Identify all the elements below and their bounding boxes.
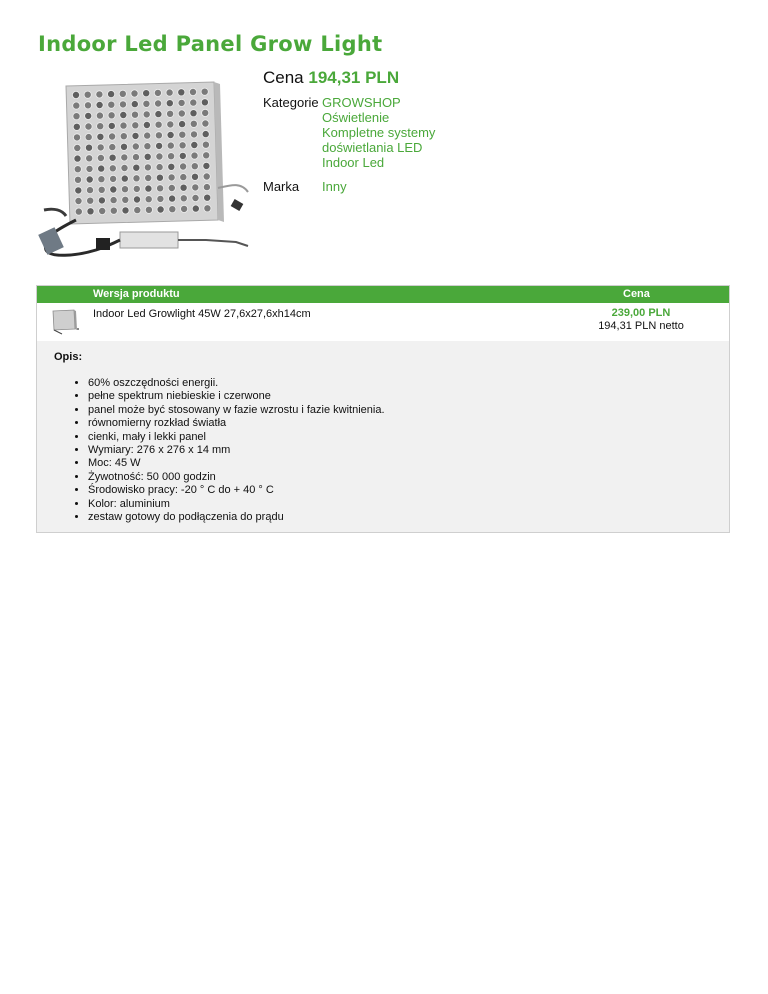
description-list xyxy=(54,377,729,524)
product-thumbnail-icon xyxy=(50,308,80,335)
led-dot xyxy=(178,99,185,106)
led-dot xyxy=(73,134,80,141)
led-dot xyxy=(72,91,79,98)
led-dot xyxy=(98,197,105,204)
led-dot xyxy=(119,90,126,97)
variant-price-gross: 239,00 PLN xyxy=(611,307,671,319)
led-dot xyxy=(144,153,151,160)
led-dot xyxy=(168,174,175,181)
led-dot xyxy=(134,207,141,214)
led-dot xyxy=(75,187,82,194)
led-dot xyxy=(156,142,163,149)
led-dot xyxy=(190,110,197,117)
led-dot xyxy=(145,174,152,181)
led-dot xyxy=(201,88,208,95)
led-dot xyxy=(178,89,185,96)
led-dot xyxy=(203,162,210,169)
led-dot xyxy=(191,173,198,180)
led-dot xyxy=(179,142,186,149)
variant-price-net: 194,31 PLN netto xyxy=(598,320,684,332)
led-dot xyxy=(189,88,196,95)
led-dot xyxy=(74,155,81,162)
led-dot xyxy=(156,174,163,181)
led-dot xyxy=(97,154,104,161)
led-dot xyxy=(156,153,163,160)
led-dot xyxy=(203,184,210,191)
list-item: • równomierny rozkład światła xyxy=(88,417,729,430)
list-item: • Środowisko pracy: -20 ° C do + 40 ° C xyxy=(88,484,729,497)
led-dot xyxy=(96,112,103,119)
led-dot xyxy=(122,207,129,214)
list-item: • Żywotność: 50 000 godzin xyxy=(88,471,729,484)
led-dot xyxy=(98,176,105,183)
led-dot xyxy=(87,208,94,215)
led-dot xyxy=(144,143,151,150)
led-dot xyxy=(166,100,173,107)
led-dot xyxy=(145,185,152,192)
led-dot xyxy=(97,133,104,140)
led-dot xyxy=(190,99,197,106)
led-dot xyxy=(202,141,209,148)
led-dot xyxy=(178,110,185,117)
led-dot xyxy=(97,123,104,130)
led-dot xyxy=(109,154,116,161)
led-dot xyxy=(98,165,105,172)
led-dot xyxy=(202,131,209,138)
variants-header xyxy=(37,286,729,303)
led-dot xyxy=(86,155,93,162)
led-dot xyxy=(98,186,105,193)
led-dot xyxy=(143,121,150,128)
led-dot xyxy=(110,186,117,193)
led-dot xyxy=(109,133,116,140)
led-dot xyxy=(73,123,80,130)
led-dot xyxy=(121,164,128,171)
category-link-growshop[interactable]: GROWSHOP xyxy=(322,95,401,110)
led-dot xyxy=(108,91,115,98)
led-dot xyxy=(85,144,92,151)
led-dot xyxy=(119,101,126,108)
led-dot xyxy=(179,121,186,128)
led-dot xyxy=(143,100,150,107)
led-dot xyxy=(133,164,140,171)
led-dot xyxy=(85,112,92,119)
brand-row xyxy=(263,179,435,194)
led-dot xyxy=(144,164,151,171)
led-dot xyxy=(73,102,80,109)
led-dot xyxy=(133,196,140,203)
variants-panel xyxy=(36,285,730,533)
description xyxy=(37,341,729,524)
led-dot xyxy=(133,185,140,192)
led-dot xyxy=(191,141,198,148)
led-dot xyxy=(75,197,82,204)
led-dot xyxy=(155,121,162,128)
category-links xyxy=(322,95,435,170)
led-dot xyxy=(73,113,80,120)
led-dot xyxy=(145,196,152,203)
price-line xyxy=(263,70,435,85)
category-label: Kategorie xyxy=(263,95,319,110)
led-dot xyxy=(166,89,173,96)
led-dot xyxy=(121,186,128,193)
led-dot xyxy=(204,205,211,212)
led-dot xyxy=(131,90,138,97)
led-dot xyxy=(132,122,139,129)
led-dot xyxy=(120,143,127,150)
led-dot xyxy=(109,144,116,151)
led-dot xyxy=(181,205,188,212)
led-dot xyxy=(85,123,92,130)
led-dot xyxy=(190,120,197,127)
led-dot xyxy=(74,176,81,183)
led-dot xyxy=(120,122,127,129)
led-dot xyxy=(110,207,117,214)
led-dot xyxy=(157,206,164,213)
led-dot xyxy=(108,122,115,129)
led-dot xyxy=(133,175,140,182)
led-dot xyxy=(110,175,117,182)
led-dot xyxy=(168,153,175,160)
led-dot xyxy=(108,101,115,108)
led-dot xyxy=(99,207,106,214)
led-dot xyxy=(203,152,210,159)
led-dot xyxy=(145,206,152,213)
led-dot xyxy=(191,163,198,170)
variant-name: Indoor Led Growlight 45W 27,6x27,6xh14cm xyxy=(93,308,311,320)
led-dot xyxy=(179,131,186,138)
led-dot xyxy=(167,110,174,117)
led-dot xyxy=(157,185,164,192)
led-dot xyxy=(202,109,209,116)
list-item: • 60% oszczędności energii. xyxy=(88,377,729,390)
led-dot xyxy=(120,133,127,140)
price-label: Cena xyxy=(263,68,304,87)
variant-row[interactable] xyxy=(37,303,729,341)
list-item: • Kolor: aluminium xyxy=(88,498,729,511)
led-dot xyxy=(84,102,91,109)
led-dot xyxy=(86,187,93,194)
led-dot xyxy=(202,120,209,127)
led-dot xyxy=(122,196,129,203)
led-dot xyxy=(180,195,187,202)
led-dot xyxy=(179,152,186,159)
header-version: Wersja produktu xyxy=(93,288,180,300)
category-link-kompletne-systemy[interactable]: Kompletne systemy xyxy=(322,125,436,140)
led-dot xyxy=(192,194,199,201)
led-dot xyxy=(167,131,174,138)
led-dot xyxy=(191,152,198,159)
led-dot xyxy=(86,176,93,183)
list-item: • Moc: 45 W xyxy=(88,457,729,470)
led-dot xyxy=(169,206,176,213)
description-label: Opis: xyxy=(54,351,83,363)
led-dot xyxy=(108,112,115,119)
led-dot xyxy=(96,91,103,98)
led-dot xyxy=(96,101,103,108)
led-dot xyxy=(155,100,162,107)
led-dot xyxy=(168,163,175,170)
category-link-indoor-led[interactable]: Indoor Led xyxy=(322,155,385,170)
price-value: 194,31 PLN xyxy=(308,68,400,87)
variant-price xyxy=(577,307,705,333)
led-dot xyxy=(144,132,151,139)
list-item: • pełne spektrum niebieskie i czerwone xyxy=(88,390,729,403)
led-dot xyxy=(121,175,128,182)
led-dot xyxy=(143,90,150,97)
led-dot xyxy=(120,111,127,118)
led-dot xyxy=(180,163,187,170)
led-dot xyxy=(157,195,164,202)
led-dot xyxy=(167,142,174,149)
led-dot xyxy=(169,195,176,202)
category-link-oswietlenie[interactable]: Oświetlenie xyxy=(322,110,390,125)
led-dot xyxy=(85,134,92,141)
led-dot xyxy=(74,166,81,173)
led-dot xyxy=(204,194,211,201)
led-dot xyxy=(74,144,81,151)
brand-label: Marka xyxy=(263,179,300,194)
led-dot xyxy=(132,143,139,150)
list-item: • zestaw gotowy do podłączenia do prądu xyxy=(88,511,729,524)
brand-links xyxy=(322,179,347,194)
led-dot xyxy=(75,208,82,215)
list-item: • Wymiary: 276 x 276 x 14 mm xyxy=(88,444,729,457)
led-dot xyxy=(109,165,116,172)
led-dot xyxy=(154,89,161,96)
led-dot xyxy=(180,184,187,191)
led-dot xyxy=(201,99,208,106)
led-dot xyxy=(132,132,139,139)
led-dot xyxy=(155,111,162,118)
header-price: Cena xyxy=(623,288,650,300)
led-dot xyxy=(155,132,162,139)
led-dot xyxy=(121,154,128,161)
product-title: Indoor Led Panel Grow Light xyxy=(38,32,383,56)
led-dot xyxy=(190,131,197,138)
led-dot xyxy=(86,165,93,172)
led-dot xyxy=(203,173,210,180)
led-dot xyxy=(192,184,199,191)
led-dot xyxy=(156,164,163,171)
led-dot xyxy=(132,154,139,161)
led-dot xyxy=(131,111,138,118)
list-item: • cienki, mały i lekki panel xyxy=(88,431,729,444)
led-dot xyxy=(131,101,138,108)
led-dot xyxy=(143,111,150,118)
led-dot xyxy=(168,184,175,191)
led-dot xyxy=(110,197,117,204)
category-link-doswietlania-led[interactable]: doświetlania LED xyxy=(322,140,423,155)
led-dot xyxy=(87,197,94,204)
list-item: • panel może być stosowany w fazie wzrostu i fazie kwitnienia. xyxy=(88,404,729,417)
led-dot xyxy=(180,174,187,181)
category-row xyxy=(263,95,435,170)
led-dot xyxy=(97,144,104,151)
led-dot xyxy=(84,91,91,98)
brand-link[interactable]: Inny xyxy=(322,179,347,194)
product-info xyxy=(263,70,435,194)
led-dot xyxy=(167,121,174,128)
led-dot xyxy=(192,205,199,212)
product-photo xyxy=(36,70,252,266)
